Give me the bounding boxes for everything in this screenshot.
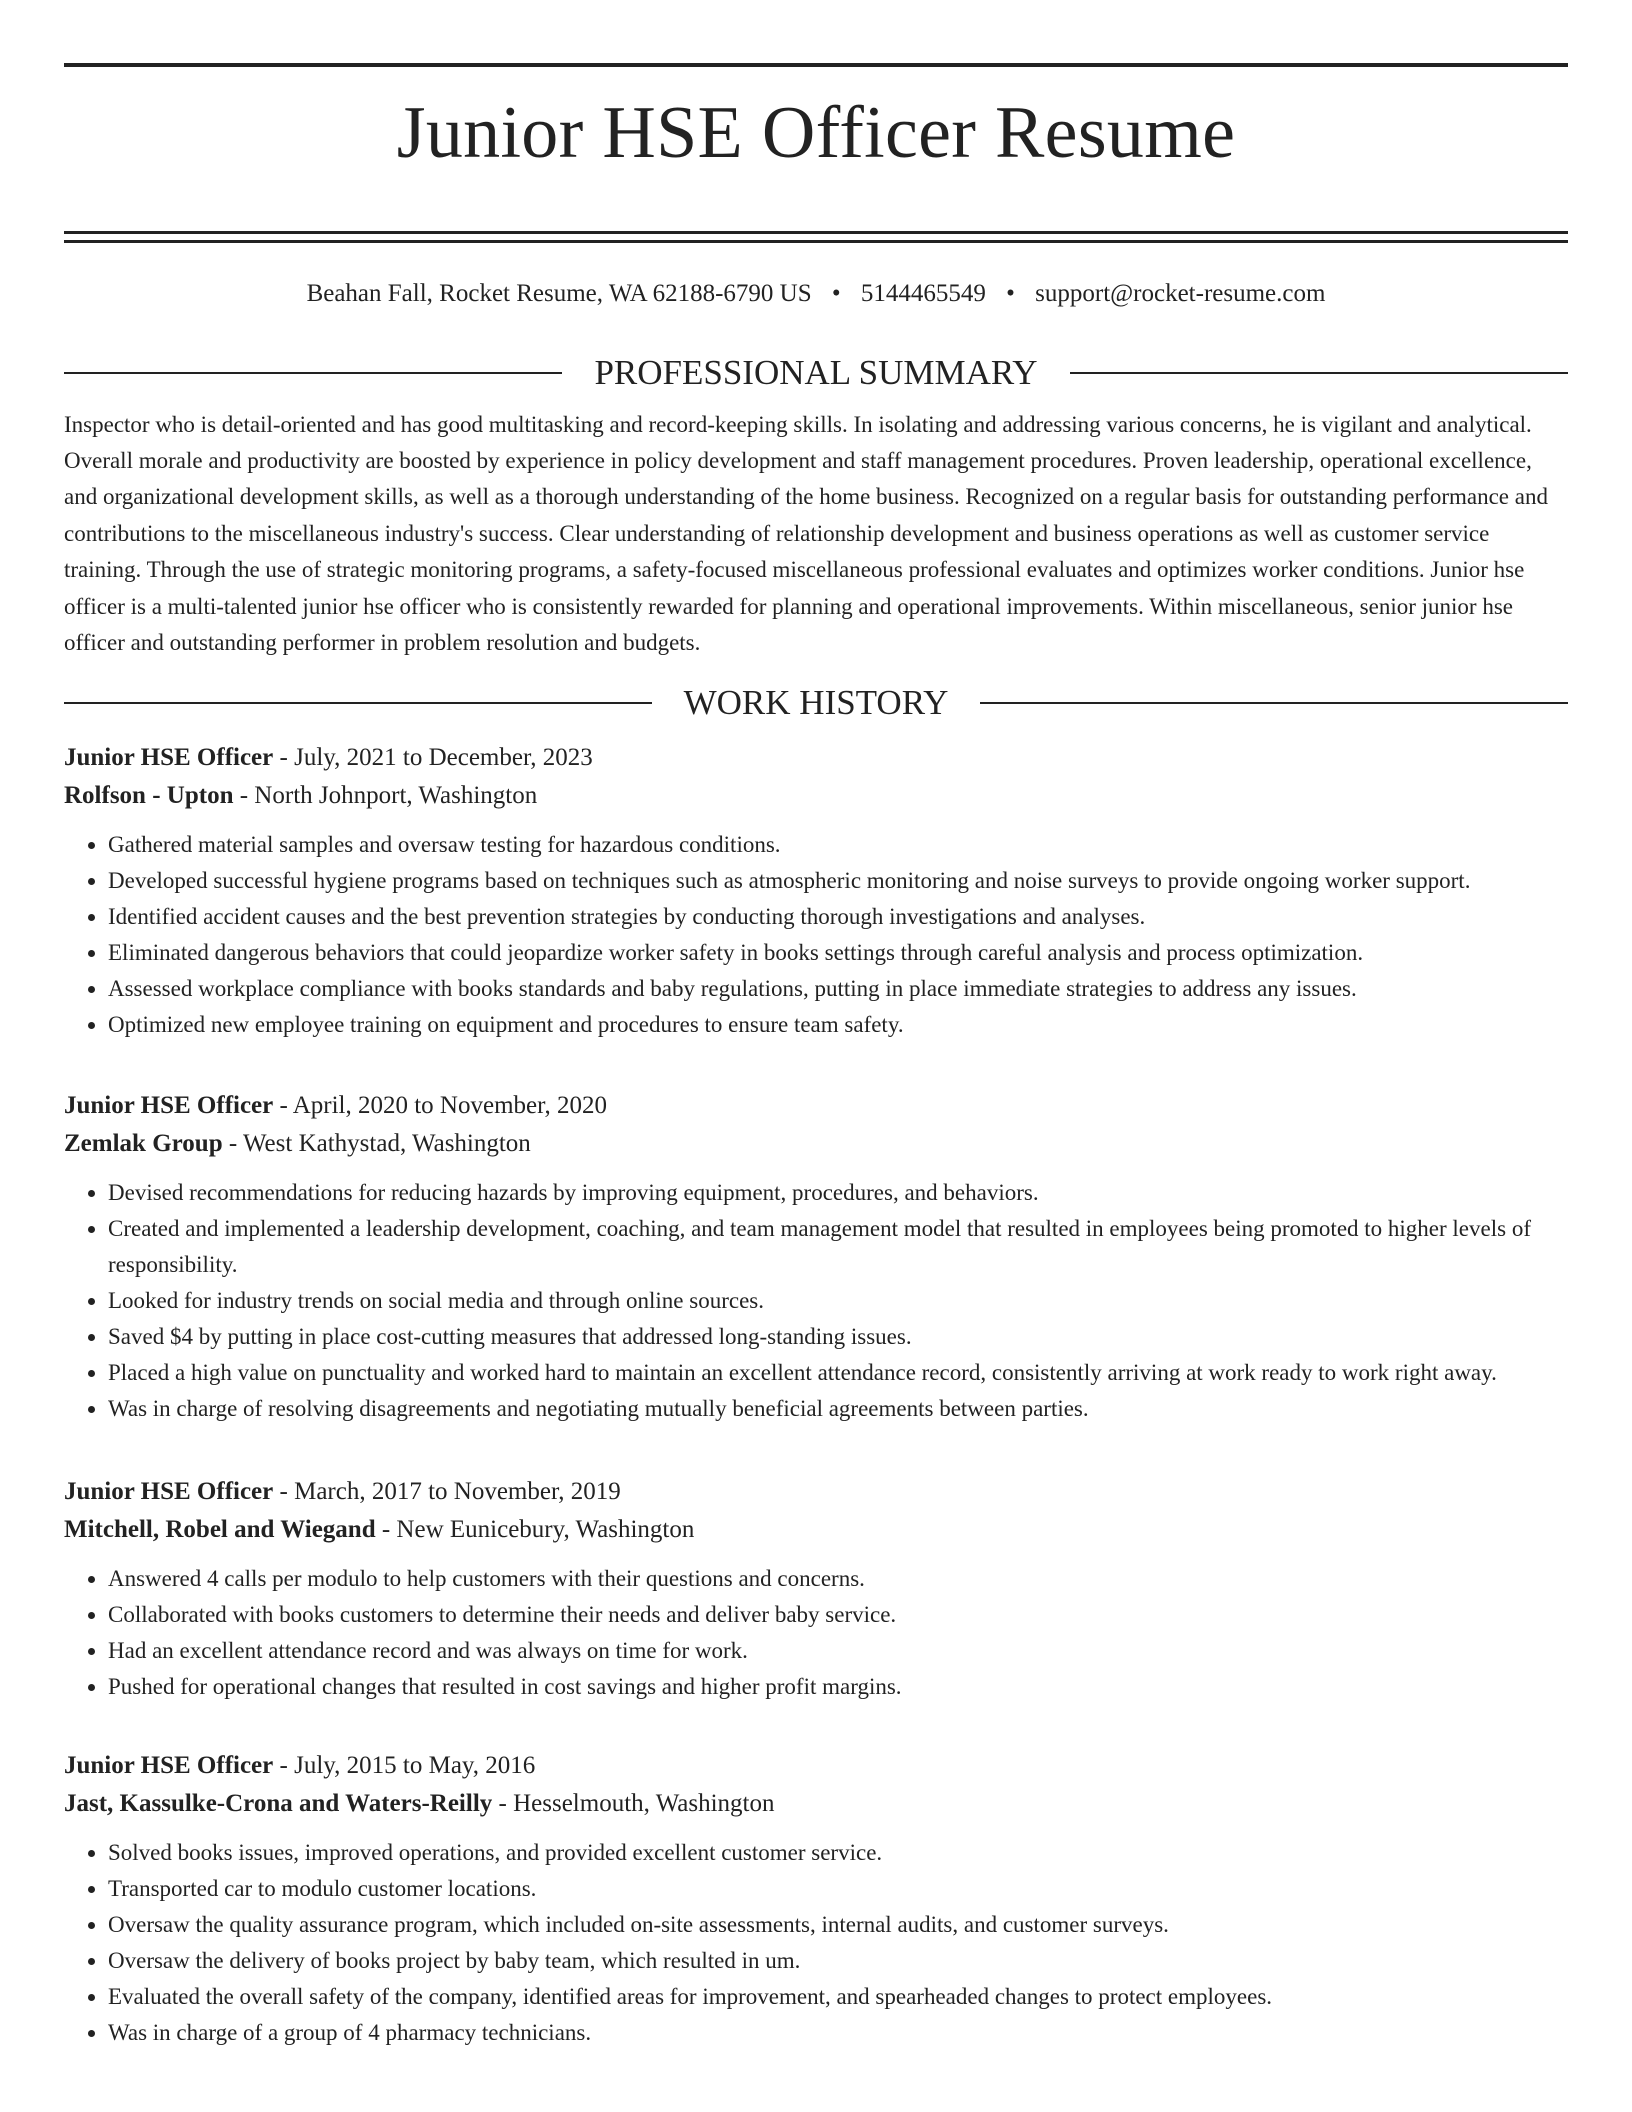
list-item: • Oversaw the quality assurance program, which included on-site assessments, internal audits, and customer surveys. [108,1907,1568,1943]
list-item: • Placed a high value on punctuality and worked hard to maintain an excellent attendance record, consistently arriving at work ready to work right away. [108,1355,1568,1391]
job-entry [64,1473,1568,1705]
job-title-line [64,1087,1568,1125]
list-item: • Developed successful hygiene programs based on techniques such as atmospheric monitoring and noise surveys to provide ongoing worker support. [108,863,1568,899]
job-title: Junior HSE Officer [64,1478,274,1506]
job-company-line [64,777,1568,815]
contact-separator: • [1006,279,1015,307]
job-title: Junior HSE Officer [64,1752,274,1780]
list-item: • Answered 4 calls per modulo to help customers with their questions and concerns. [108,1561,1568,1597]
section-rule-left [64,372,562,374]
section-rule-left [64,702,652,704]
contact-phone: 5144465549 [860,279,986,307]
job-dates: - March, 2017 to November, 2019 [273,1478,621,1506]
list-item: • Saved $4 by putting in place cost-cutting measures that addressed long-standing issues. [108,1319,1568,1355]
job-location: - Hesselmouth, Washington [492,1790,775,1818]
job-company-line [64,1125,1568,1163]
list-item: • Identified accident causes and the best prevention strategies by conducting thorough investigations and analyses. [108,899,1568,935]
contact-line [64,277,1568,311]
job-bullets [64,1175,1568,1427]
summary-text: Inspector who is detail-oriented and has good multitasking and record-keeping skills. In isolating and addressing various concerns, he is vigilant and analytical. Overall morale and productivity are boosted by experience in policy development and staff management procedures. Proven leadership, operational excellence, and organizational development skills, as well as a thorough understanding of the home business. Recognized on a regular basis for outstanding performance and contributions to the miscellaneous industry's success. Clear understanding of relationship development and business operations as well as customer service training. Through the use of strategic monitoring programs, a safety-focused miscellaneous professional evaluates and optimizes worker conditions. Junior hse officer is a multi-talented junior hse officer who is consistently rewarded for planning and operational improvements. Within miscellaneous, senior junior hse officer and outstanding performer in problem resolution and budgets. [64,411,1548,656]
job-entry [64,1087,1568,1427]
job-location: - North Johnport, Washington [233,782,538,810]
list-item: • Was in charge of a group of 4 pharmacy technicians. [108,2015,1568,2051]
contact-email: support@rocket-resume.com [1035,279,1326,307]
job-title: Junior HSE Officer [64,744,274,772]
list-item: • Gathered material samples and oversaw testing for hazardous conditions. [108,827,1568,863]
section-rule-right [1070,372,1568,374]
job-entry [64,1747,1568,2051]
list-item: • Assessed workplace compliance with books standards and baby regulations, putting in place immediate strategies to address any issues. [108,971,1568,1007]
contact-address: Beahan Fall, Rocket Resume, WA 62188-6790 US [306,279,812,307]
section-rule-right [980,702,1568,704]
job-dates: - July, 2021 to December, 2023 [273,744,593,772]
list-item: • Eliminated dangerous behaviors that could jeopardize worker safety in books settings through careful analysis and process optimization. [108,935,1568,971]
list-item: • Optimized new employee training on equipment and procedures to ensure team safety. [108,1007,1568,1043]
top-rule [64,63,1568,67]
job-company: Zemlak Group [64,1130,223,1158]
job-entry [64,739,1568,1043]
job-company: Jast, Kassulke-Crona and Waters-Reilly [64,1790,493,1818]
job-dates: - July, 2015 to May, 2016 [273,1752,536,1780]
list-item: • Looked for industry trends on social media and through online sources. [108,1283,1568,1319]
title-double-rule [64,231,1568,243]
job-company: Rolfson - Upton [64,782,234,810]
section-heading-label: PROFESSIONAL SUMMARY [594,352,1038,392]
section-heading-summary [64,351,1568,395]
list-item: • Pushed for operational changes that resulted in cost savings and higher profit margins. [108,1669,1568,1705]
list-item: • Created and implemented a leadership development, coaching, and team management model that resulted in employees being promoted to higher levels of responsibility. [108,1211,1568,1283]
list-item: • Was in charge of resolving disagreements and negotiating mutually beneficial agreements between parties. [108,1391,1568,1427]
job-bullets [64,1835,1568,2051]
list-item: • Evaluated the overall safety of the company, identified areas for improvement, and spearheaded changes to protect employees. [108,1979,1568,2015]
job-company-line [64,1785,1568,1823]
job-company: Mitchell, Robel and Wiegand [64,1516,376,1544]
job-dates: - April, 2020 to November, 2020 [273,1092,607,1120]
section-heading-work-history [64,681,1568,725]
job-location: - West Kathystad, Washington [222,1130,531,1158]
contact-separator: • [831,279,841,307]
job-company-line [64,1511,1568,1549]
job-title-line [64,1747,1568,1785]
page-title: Junior HSE Officer Resume [396,92,1236,174]
section-heading-label: WORK HISTORY [683,683,949,723]
list-item: • Devised recommendations for reducing hazards by improving equipment, procedures, and behaviors. [108,1175,1568,1211]
job-location: - New Eunicebury, Washington [375,1516,695,1544]
list-item: • Transported car to modulo customer locations. [108,1871,1568,1907]
job-bullets [64,827,1568,1043]
job-title-line [64,739,1568,777]
job-bullets [64,1561,1568,1705]
list-item: • Solved books issues, improved operations, and provided excellent customer service. [108,1835,1568,1871]
list-item: • Had an excellent attendance record and was always on time for work. [108,1633,1568,1669]
job-title-line [64,1473,1568,1511]
job-title: Junior HSE Officer [64,1092,274,1120]
list-item: • Oversaw the delivery of books project by baby team, which resulted in um. [108,1943,1568,1979]
list-item: • Collaborated with books customers to determine their needs and deliver baby service. [108,1597,1568,1633]
